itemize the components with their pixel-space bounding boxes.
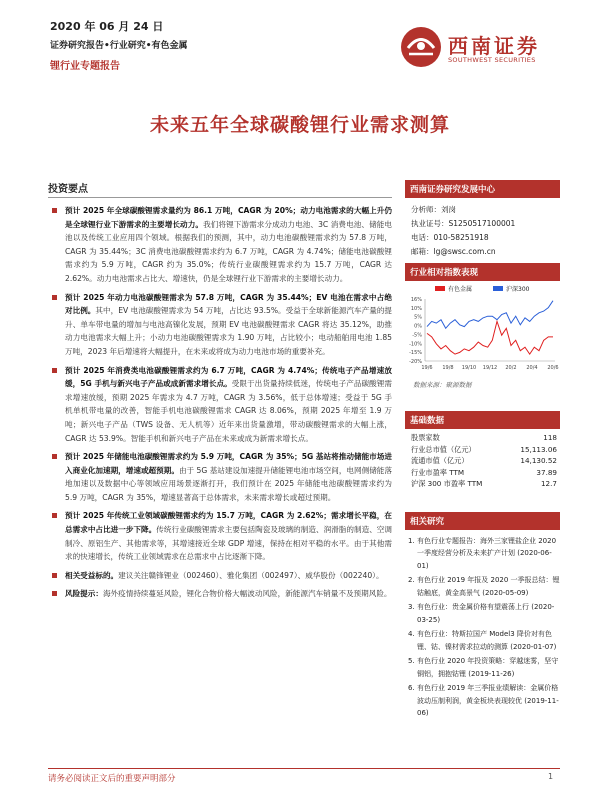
related-research-number: 6.	[408, 684, 415, 693]
bullet-lead: 风险提示：	[65, 589, 103, 599]
analyst-name: 分析师：刘岗	[411, 205, 456, 214]
bullet-lead: 预计 2025 年动力电池碳酸锂需求为 57.8 万吨，CAGR 为 35.44%；EV 电池在需求中占绝对比例。	[65, 292, 392, 316]
related-research-text: 有色行业专题报告：海外三家锂盐企业 2020 一季度经营分析及未来扩产计划 (2020-06-01)	[417, 536, 557, 570]
y-tick-label: -10%	[409, 341, 422, 348]
basic-data-row	[405, 467, 560, 479]
y-tick-label: -5%	[412, 332, 422, 339]
y-tick-label: 5%	[414, 314, 422, 321]
basic-data-label: 行业总市值（亿元）	[411, 444, 476, 454]
analyst-license: 执业证号：S1250517100001	[411, 219, 516, 228]
related-research-number: 5.	[408, 657, 415, 666]
summary-bullet	[48, 587, 392, 601]
logo-english-name: SOUTHWEST SECURITIES	[448, 56, 536, 64]
index-chart-title: 行业相对指数表现	[405, 263, 560, 281]
related-research-text: 有色行业 2020 年投资策略：穿越迷雾，坚守铜铝，拥抱钴锂 (2019-11-26)	[417, 657, 559, 678]
basic-data-label: 沪深 300 市盈率 TTM	[411, 479, 483, 489]
related-research-item[interactable]	[405, 535, 560, 573]
bullet-body: 由于 5G 基站建设加速提升储能锂电池市场空间，电网侧储能落地加速以及数据中心等领域应用场景逐渐打开，我们预计在 2025 年储能电池碳酸锂需求约为 5.9 万吨，CAGR 为 35%，增速显著高于总体需求，未来需求增长或超过预期。	[65, 465, 393, 502]
page-title: 未来五年全球碳酸锂行业需求测算	[149, 114, 450, 136]
basic-data-row	[405, 455, 560, 467]
x-tick-label: 20/4	[526, 365, 538, 371]
summary-bullet	[48, 450, 392, 504]
x-tick-label: 20/6	[547, 365, 559, 371]
bullet-body: 受限于出货量持续低迷，传统电子产品碳酸锂需求增速放缓，预期 2025 年需求为 4.7 万吨，CAGR 为 3.56%，低于总体增速；受益于 5G 手机单机带电量的改善，智能手机电池碳酸锂需求 CAGR 达 8.06%，预期 2025 年增至 1.9 万吨；新兴电子产品（TWS 设备、无人机等）近年来出货量激增，带动碳酸锂需求的大幅上涨，CAGR 达 53.9%。智能手机和新兴电子产品在未来或成为新需求增长点。	[65, 379, 392, 443]
basic-data-row	[405, 432, 560, 444]
related-research-list	[405, 530, 560, 720]
basic-data-value: 118	[543, 433, 557, 442]
header-info	[50, 18, 188, 72]
bullet-body: 建议关注赣锋锂业（002460）、雅化集团（002497）、威华股份（002240）。	[118, 570, 384, 580]
series-line-index	[427, 301, 553, 329]
chart-source: 数据来源：聚源数据	[413, 381, 472, 389]
research-center-title: 西南证券研究发展中心	[405, 180, 560, 198]
bullet-body: 海外疫情持续蔓延风险，锂化合物价格大幅波动风险，新能源汽车销量不及预期风险。	[102, 589, 392, 599]
related-research-text: 有色行业 2019 年三季报业绩解读：金属价格波动压制利润，黄金板块表现较优 (2019-11-06)	[417, 684, 559, 718]
chart-legend	[405, 281, 560, 295]
related-research-item[interactable]	[405, 628, 560, 653]
legend-industry	[435, 284, 472, 293]
logo-chinese-name: 西南证券	[448, 34, 540, 58]
page-number: 1	[548, 772, 554, 781]
legend-swatch-index	[493, 286, 503, 291]
basic-data-row	[405, 444, 560, 456]
basic-data-value: 15,113.06	[520, 444, 557, 454]
legend-label-index: 沪深300	[506, 286, 530, 293]
related-research-title: 相关研究	[405, 512, 560, 530]
investment-summary	[48, 180, 392, 606]
basic-data-label: 股票家数	[411, 433, 440, 442]
company-logo	[400, 26, 560, 76]
analyst-info	[405, 198, 560, 263]
summary-bullet-list	[48, 204, 392, 601]
related-research-item[interactable]	[405, 601, 560, 626]
bullet-lead: 相关受益标的。	[65, 570, 119, 580]
bullet-body: 传统行业碳酸锂需求主要包括陶瓷及玻璃的制造、润滑脂的制造、空调制冷、原铝生产、其他需求等，其增速接近全球 GDP 增速，保持在相对平稳的水平。由于其他需求的快速增长，传统工业领域需求在总需求中占比逐渐下降。	[65, 525, 393, 562]
bullet-lead: 预计 2025 年传统工业领域碳酸锂需求约为 15.7 万吨，CAGR 为 2.62%；需求增长平稳，在总需求中占比进一步下降。	[65, 511, 392, 535]
x-tick-label: 20/2	[505, 365, 517, 371]
relative-index-chart	[405, 295, 560, 377]
basic-data-value: 14,130.52	[520, 456, 557, 466]
x-tick-label: 19/10	[461, 365, 477, 371]
y-tick-label: -20%	[409, 359, 422, 365]
basic-data-label: 行业市盈率 TTM	[411, 467, 465, 477]
bullet-lead: 预计 2025 年全球碳酸锂需求量约为 86.1 万吨，CAGR 为 20%；动力电池需求的大幅上升仍是全球锂行业下游需求的主要增长动力。	[65, 206, 392, 229]
basic-data-table	[405, 429, 560, 490]
series-line-industry	[427, 321, 553, 354]
related-research-item[interactable]	[405, 655, 560, 680]
legend-index	[493, 284, 529, 293]
related-research-text: 有色行业：贵金属价格有望震荡上行 (2020-03-25)	[417, 603, 555, 624]
footer-divider	[48, 768, 560, 769]
report-category: 证券研究报告•行业研究•有色金属	[50, 41, 188, 51]
summary-bullet	[48, 204, 392, 286]
report-date: 2020 年 06 月 24 日	[50, 20, 164, 33]
basic-data-value: 37.89	[536, 467, 557, 477]
x-tick-label: 19/6	[421, 365, 433, 371]
y-tick-label: 10%	[410, 305, 422, 312]
summary-bullet	[48, 509, 392, 563]
summary-bullet	[48, 569, 392, 583]
related-research-number: 2.	[408, 576, 415, 585]
basic-data-title: 基础数据	[405, 411, 560, 429]
related-research-item[interactable]	[405, 574, 560, 599]
report-type: 锂行业专题报告	[50, 61, 120, 72]
summary-bullet	[48, 291, 392, 359]
related-research-item[interactable]	[405, 682, 560, 720]
sidebar	[405, 180, 560, 722]
x-tick-label: 19/8	[442, 365, 454, 371]
legend-swatch-industry	[435, 286, 445, 291]
related-research-number: 3.	[408, 603, 415, 612]
y-tick-label: 0%	[414, 323, 422, 330]
related-research-text: 有色行业：特斯拉国产 Model3 降价对有色锂、钴、镍材需求拉动的测算 (2020-01-07)	[417, 630, 557, 651]
analyst-phone: 电话：010-58251918	[411, 233, 489, 242]
y-tick-label: 16%	[410, 297, 422, 303]
summary-bullet	[48, 364, 392, 446]
related-research-text: 有色行业 2019 年报及 2020 一季报总结：锂钴触底，黄金高景气 (2020-05-09)	[417, 576, 560, 597]
y-tick-label: -15%	[409, 350, 422, 357]
bullet-body: 其中，EV 电池碳酸锂需求为 54 万吨，占比达 93.5%。受益于全球新能源汽车产量的提升、单车带电量的增加与电池高镍化发展，预期 EV 电池碳酸锂需求 CAGR 将达 35.12%，助推动力电池需求大幅上升；小动力电池碳酸锂需求为 1.90 万吨，占比较小；电动船舶用电池 1.85 万吨，2023 年后增速将大幅提升，在未来或将成为动力电池市场的重要补充。	[65, 306, 393, 356]
basic-data-label: 流通市值（亿元）	[411, 456, 469, 466]
x-tick-label: 19/12	[482, 365, 498, 371]
related-research-number: 4.	[408, 630, 415, 639]
analyst-email[interactable]: 邮箱：lg@swsc.com.cn	[411, 247, 496, 256]
bullet-lead: 预计 2025 年储能电池碳酸锂需求约为 5.9 万吨，CAGR 为 35%；5G 基站将推动储能市场进入商业化加速期，增速或超预期。	[65, 452, 392, 475]
legend-label-industry: 有色金属	[448, 286, 473, 293]
footer-disclaimer: 请务必阅读正文后的重要声明部分	[48, 774, 176, 784]
summary-heading: 投资要点	[48, 180, 392, 198]
bullet-body: 我们将锂下游需求分成动力电池、3C 消费电池、储能电池以及传统工业应用四个领域。根据我们的预测，其中，动力电池碳酸锂需求约为 57.8 万吨，CAGR 为 35.44%；3C 消费电池碳酸锂需求约为 6.7 万吨，CAGR 为 4.74%；储能电池碳酸锂需求约为 5.9 万吨，CAGR 约为 35.0%；传统行业碳酸锂需求约为 15.7 万吨，CAGR 达 2.62%。动力电池需求占比大、增速快，仍是全球锂行业下游需求的主要增长动力。	[65, 219, 393, 283]
related-research-number: 1.	[408, 536, 415, 545]
basic-data-value: 12.7	[540, 479, 557, 489]
logo-emblem-icon	[400, 26, 442, 68]
bullet-lead: 预计 2025 年消费类电池碳酸锂需求约为 6.7 万吨，CAGR 为 4.74%；传统电子产品增速放缓，5G 手机与新兴电子产品或成新需求增长点。	[65, 365, 392, 389]
basic-data-row	[405, 478, 560, 490]
